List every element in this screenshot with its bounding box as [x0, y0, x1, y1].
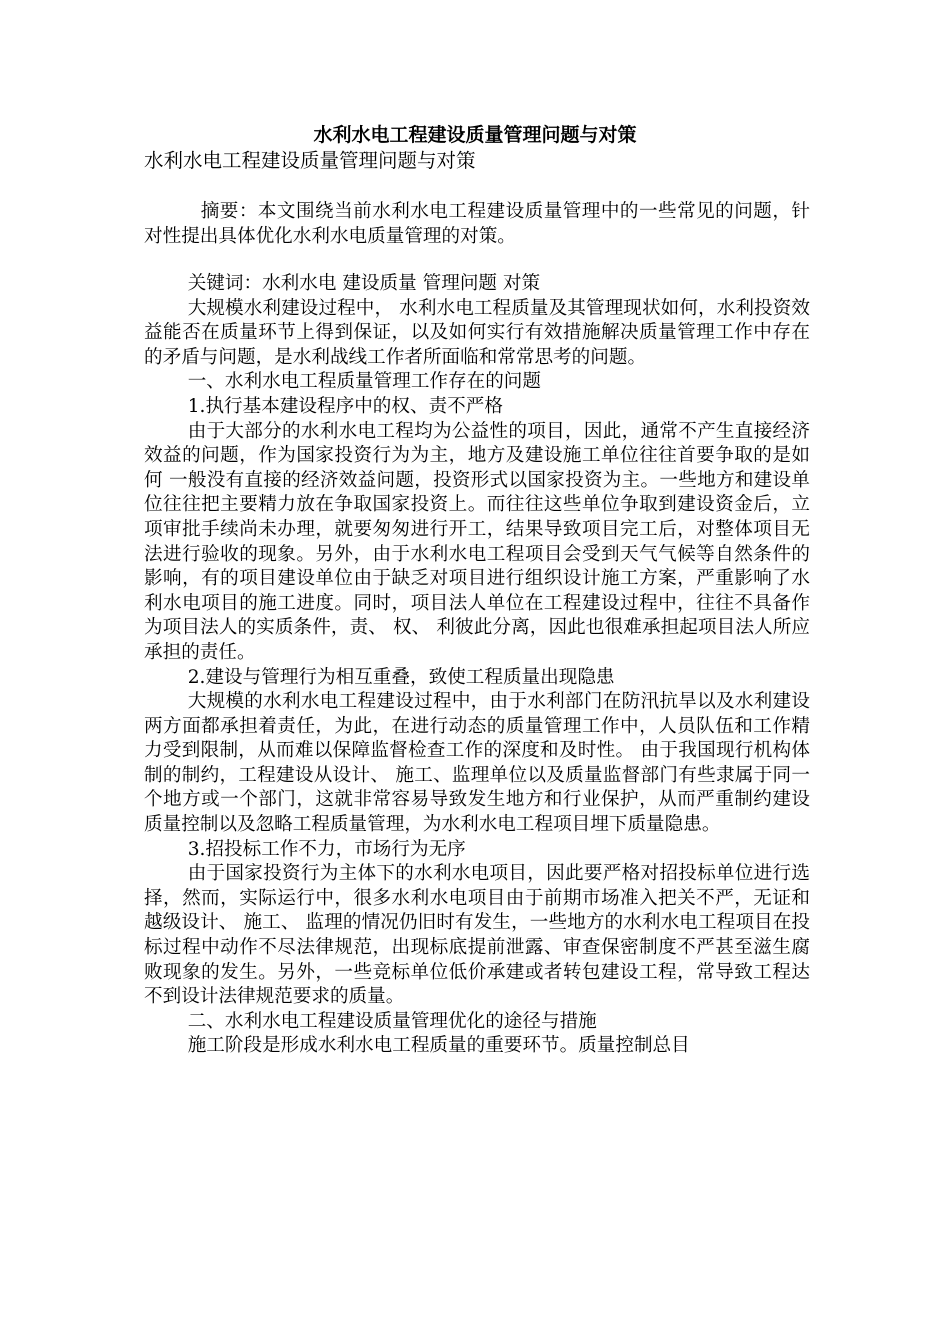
subheading-overlap: 2.建设与管理行为相互重叠，致使工程质量出现隐患	[187, 666, 615, 688]
section-heading-measures: 二、水利水电工程建设质量管理优化的途径与措施	[187, 1010, 597, 1032]
abstract-section	[144, 200, 810, 249]
body-paragraph-intro: 大规模水利建设过程中， 水利水电工程质量及其管理现状如何，水利投资效益能否在质量环节上得到保证，以及如何实行有效措施解决质量管理工作中存在的矛盾与问题，是水利战线工作者所面临和常常思考的问题。	[144, 297, 810, 368]
body-paragraph-bidding: 由于国家投资行为主体下的水利水电项目，因此要严格对招投标单位进行选择，然而，实际运行中，很多水利水电项目由于前期市场准入把关不严，无证和越级设计、 施工、 监理的情况仍旧时有发生，一些地方的水利水电工程项目在投标过程中动作不尽法律规范，出现标底提前泄露、审查保密制度不严甚至滋生腐败现象的发生。另外，一些竞标单位低价承建或者转包建设工程，常导致工程达不到设计法律规范要求的质量。	[144, 863, 810, 1008]
document-title: 水利水电工程建设质量管理问题与对策	[313, 124, 637, 146]
body-section	[144, 272, 810, 1059]
section-heading-problems: 一、水利水电工程质量管理工作存在的问题	[187, 371, 541, 393]
subheading-procedure: 1.执行基本建设程序中的权、责不严格	[187, 395, 503, 417]
body-paragraph-procedure: 由于大部分的水利水电工程均为公益性的项目，因此，通常不产生直接经济效益的问题，作为国家投资行为为主，地方及建设施工单位往往首要争取的是如何 一般没有直接的经济效益问题，投资形式以国家投资为主。一些地方和建设单位往往把主要精力放在争取国家投资上。而往往这些单位争取到建设资金后，立项审批手续尚未办理，就要匆匆进行开工，结果导致项目完工后，对整体项目无法进行验收的现象。另外，由于水利水电工程项目会受到天气气候等自然条件的影响，有的项目建设单位由于缺乏对项目进行组织设计施工方案，严重影响了水利水电项目的施工进度。同时，项目法人单位在工程建设过程中，往往不具备作为项目法人的实质条件，责、 权、 利彼此分离，因此也很难承担起项目法人所应承担的责任。	[144, 420, 810, 663]
body-paragraph-construction: 施工阶段是形成水利水电工程质量的重要环节。质量控制总目	[187, 1035, 690, 1057]
body-paragraph-overlap: 大规模的水利水电工程建设过程中，由于水利部门在防汛抗旱以及水利建设两方面都承担着责任，为此，在进行动态的质量管理工作中，人员队伍和工作精力受到限制，从而难以保障监督检查工作的深度和及时性。 由于我国现行机构体制的制约，工程建设从设计、 施工、监理单位以及质量监督部门有些隶属于同一个地方或一个部门，这就非常容易导致发生地方和行业保护，从而严重制约建设质量控制以及忽略工程质量管理，为水利水电工程项目埋下质量隐患。	[144, 691, 810, 836]
document-subtitle: 水利水电工程建设质量管理问题与对策	[144, 149, 476, 172]
subheading-bidding: 3.招投标工作不力，市场行为无序	[187, 838, 466, 860]
keywords-line: 关键词：水利水电 建设质量 管理问题 对策	[187, 273, 541, 294]
abstract-paragraph: 摘要：本文围绕当前水利水电工程建设质量管理中的一些常见的问题，针对性提出具体优化水利水电质量管理的对策。	[144, 201, 810, 247]
